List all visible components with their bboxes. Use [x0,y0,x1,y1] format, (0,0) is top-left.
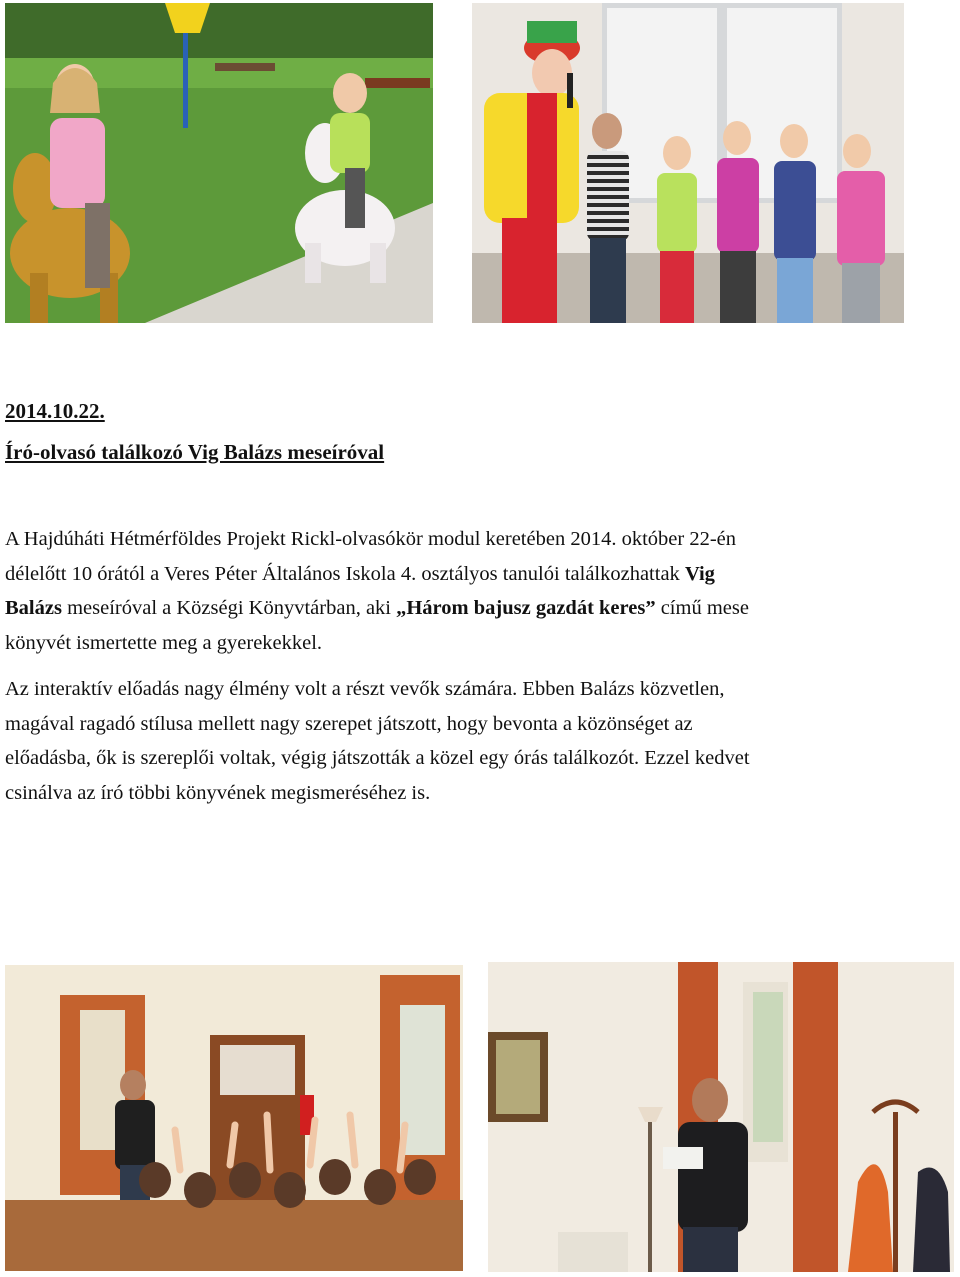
book-title-bold: „Három bajusz gazdát keres” [396,597,656,619]
author-name-bold: Vig [684,562,715,585]
text-run: meseíróval a Községi Könyvtárban, aki [61,597,397,619]
article-date: 2014.10.22. [5,399,105,423]
author-name-bold: Balázs [5,597,62,619]
text-line: Az interaktív előadás nagy élmény volt a részt vevők számára. Ebben Balázs közvetlen, [5,678,725,700]
text-run: című mese [655,597,749,619]
text-line: csinálva az író többi könyvének megismeréséhez is. [5,781,431,804]
photo-kids-riding-toy-ponies [5,3,433,323]
article-title: Író-olvasó találkozó Vig Balázs meseíróval [5,440,385,464]
paragraph-intro [5,522,945,660]
text-line: A Hajdúháti Hétmérföldes Projekt Rickl-olvasókör modul keretében 2014. október 22-én [5,528,736,550]
text-line [5,591,945,626]
text-line: magával ragadó stílusa mellett nagy szerepet játszott, hogy bevonta a közönséget az [5,712,693,735]
paragraph-description [5,672,945,810]
photo-clown-with-children [472,3,904,323]
text-line: könyvét ismertette meg a gyerekekkel. [5,631,323,654]
text-line [5,557,945,592]
photo-classroom-raised-hands [5,965,463,1271]
photo-author-reading-book [488,962,954,1272]
text-run: délelőtt 10 órától a Veres Péter Általános Iskola 4. osztályos tanulói találkozhattak [5,562,685,585]
text-line: előadásba, ők is szereplői voltak, végig játszották a közel egy órás találkozót. Ezzel kedvet [5,747,750,769]
